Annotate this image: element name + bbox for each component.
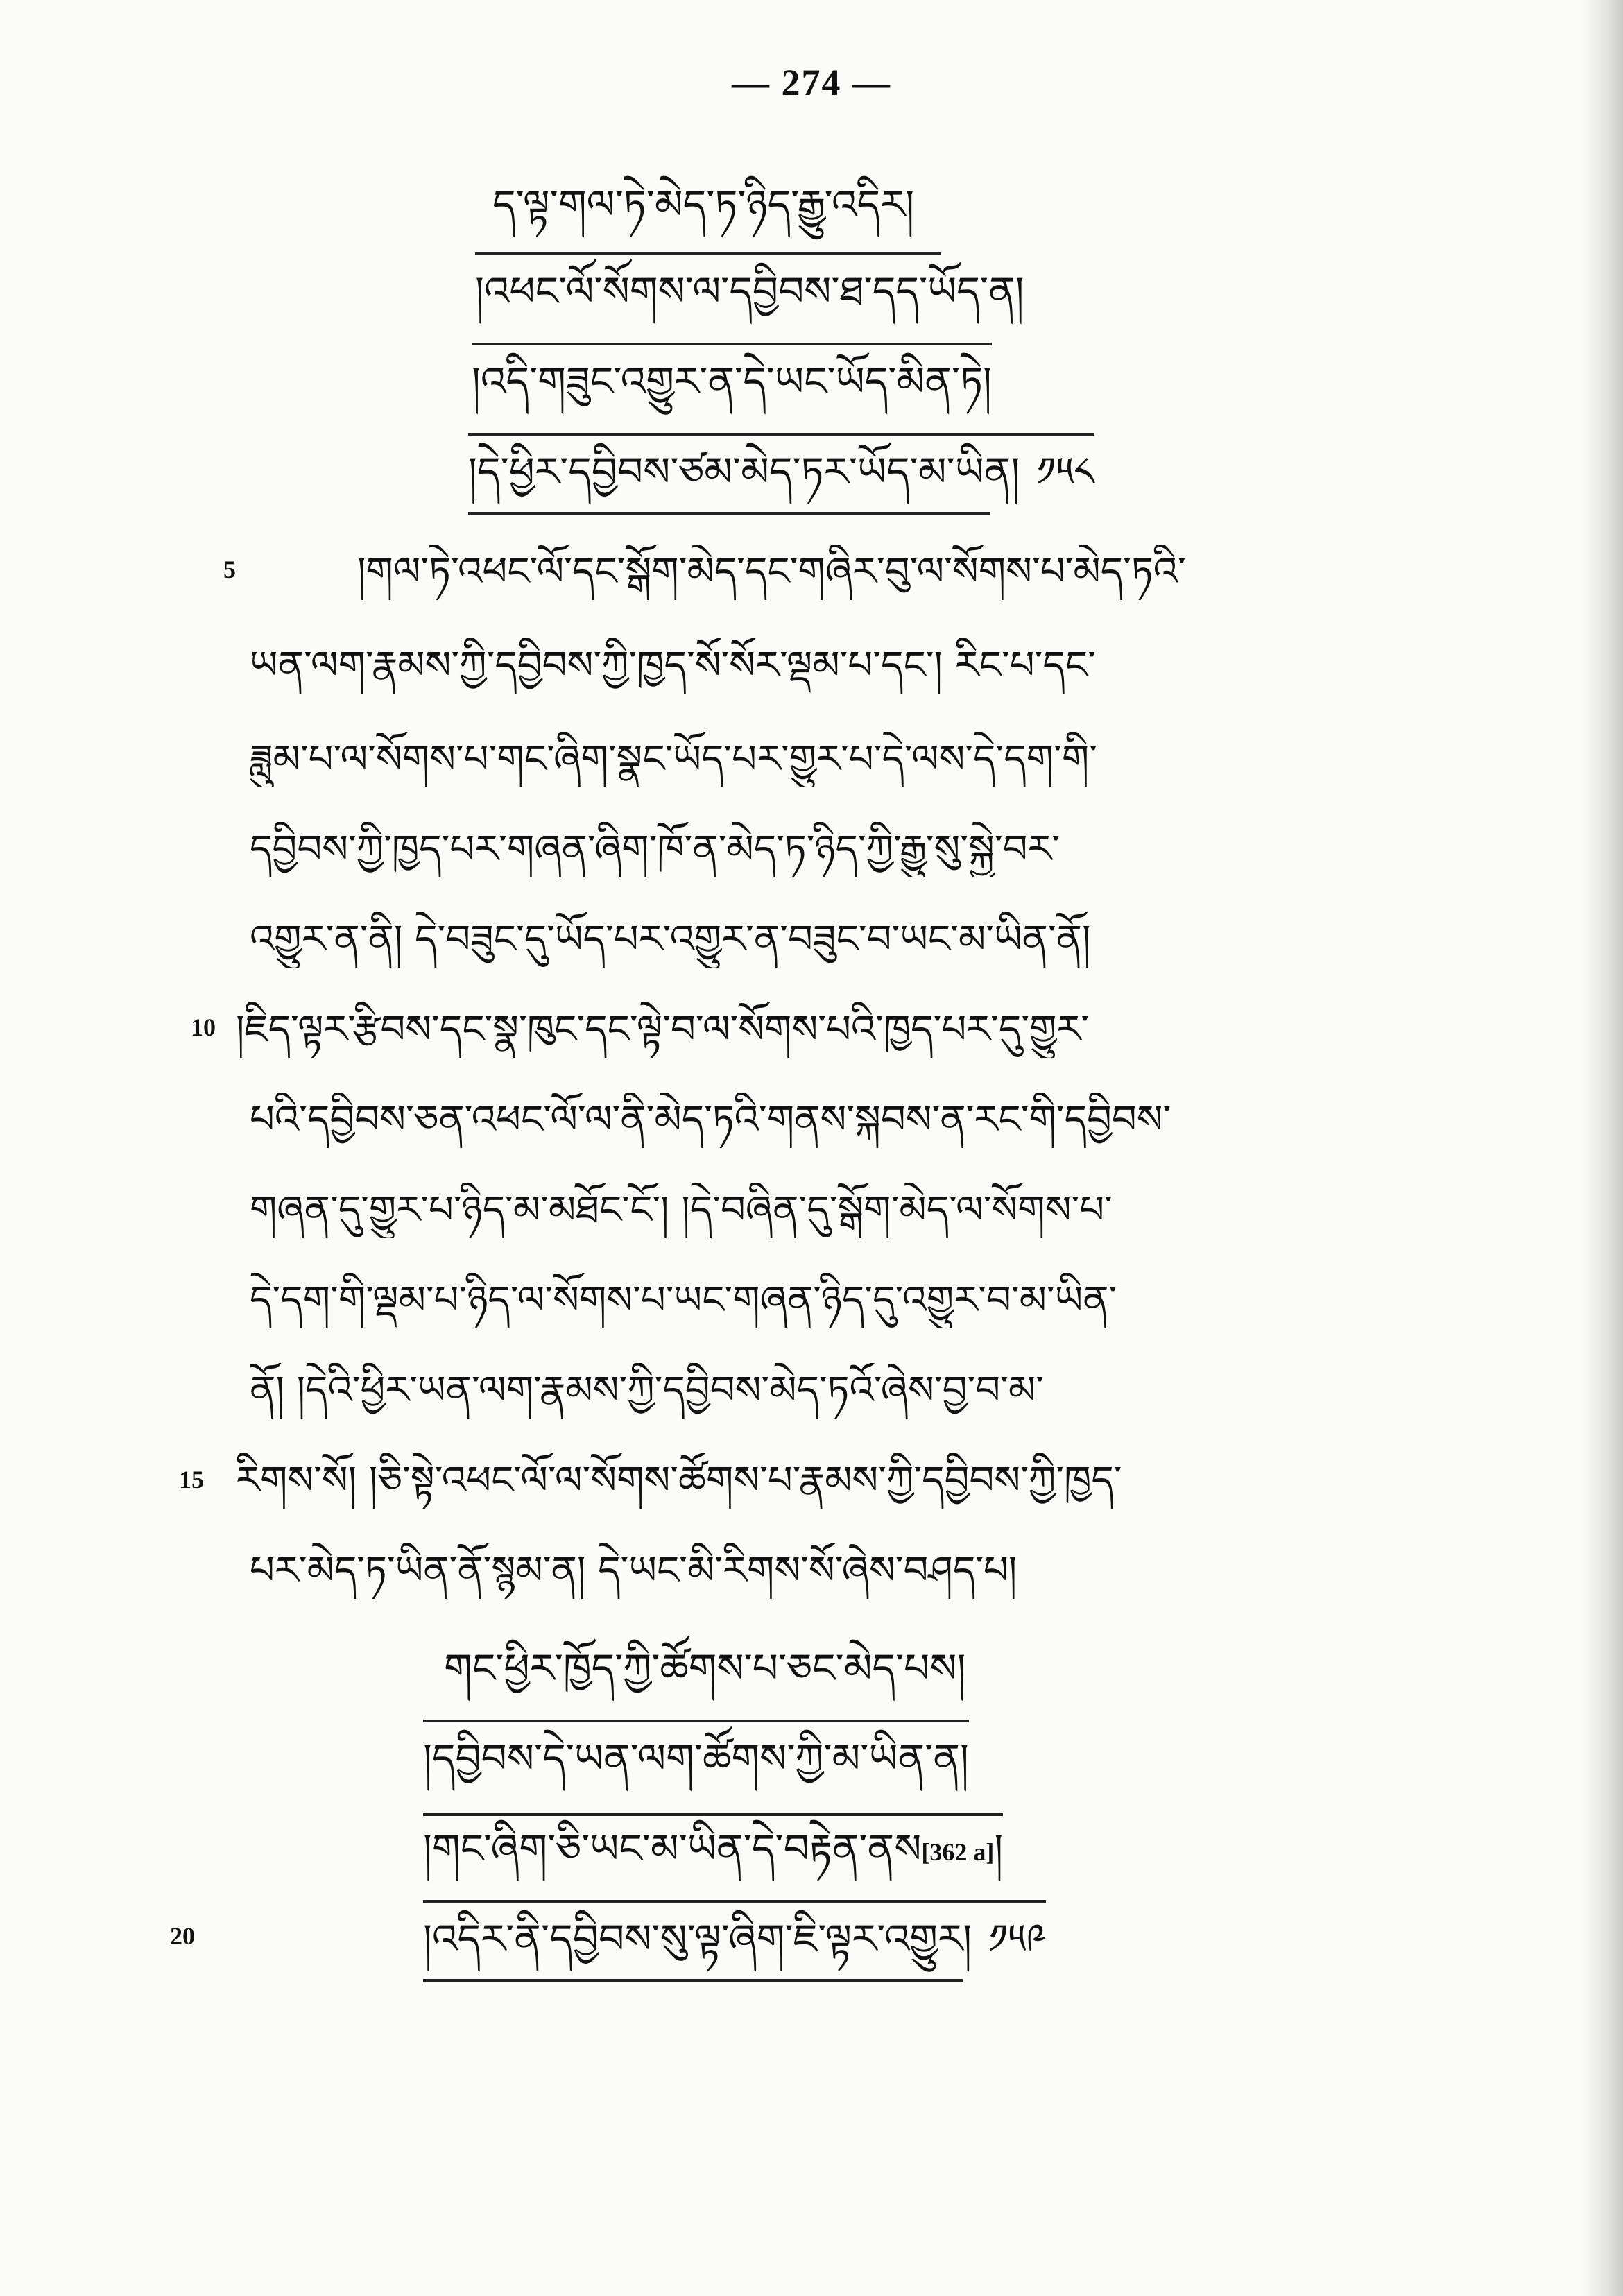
verse-line bbox=[475, 264, 1024, 319]
verse-line bbox=[423, 1911, 1046, 1967]
verse-line bbox=[472, 354, 992, 409]
prose-line: །ཇིད་ལྟར་རྩིབས་དང་སྣ་ཁུང་དང་ལྟེ་བ་ལ་སོགས་པའི་ཁྱད་པར་དུ་གྱུར་ bbox=[236, 1007, 1090, 1052]
prose-line: རིགས་སོ། །ཅི་སྟེ་འཕང་ལོ་ལ་སོགས་ཚོགས་པ་རྣམས་ཀྱི་དབྱིབས་ཀྱི་ཁྱད་ bbox=[236, 1458, 1122, 1503]
verse-rule bbox=[423, 1979, 963, 1982]
line-number: 15 bbox=[179, 1466, 204, 1493]
verse-number: ༡༥༩ bbox=[988, 1915, 1047, 1962]
verse-text: །དབྱིབས་དེ་ཡན་ལག་ཚོགས་ཀྱི་མ་ཡིན་ན། bbox=[423, 1735, 969, 1782]
verse-line bbox=[468, 444, 1094, 499]
verse-text: །འདིར་ནི་དབྱིབས་སུ་ལྟ་ཞིག་ཇི་ལྟར་འགྱུར། bbox=[423, 1915, 972, 1962]
verse-line bbox=[492, 177, 914, 232]
folio-marker: [362 a] bbox=[921, 1837, 995, 1866]
prose-line: དབྱིབས་ཀྱི་ཁྱད་པར་གཞན་ཞིག་ཁོ་ན་མེད་ཏ་ཉིད་ཀྱི་རྒྱུ་སུ་སྐྱེ་བར་ bbox=[250, 827, 1060, 872]
prose-line: འགྱུར་ན་ནི། དེ་བཟུང་དུ་ཡོད་པར་འགྱུར་ན་བཟུང་བ་ཡང་མ་ཡིན་ནོ། bbox=[250, 917, 1091, 962]
prose-line: ཡན་ལག་རྣམས་ཀྱི་དབྱིབས་ཀྱི་ཁྱད་སོ་སོར་ལྡམ་པ་དང་། རིང་པ་དང་ bbox=[250, 643, 1096, 688]
line-number: 10 bbox=[191, 1013, 216, 1041]
verse-rule bbox=[468, 512, 990, 515]
verse-number: ༡༥༨ bbox=[1036, 448, 1094, 495]
line-number: 20 bbox=[170, 1922, 195, 1950]
verse-text: །འཕང་ལོ་སོགས་ལ་དབྱིབས་ཐ་དད་ཡོད་ན། bbox=[475, 268, 1024, 315]
prose-line: པའི་དབྱིབས་ཅན་འཕང་ལོ་ལ་ནི་མེད་ཏའི་གནས་སྐབས་ན་རང་གི་དབྱིབས་ bbox=[250, 1097, 1171, 1142]
verse-text: ། bbox=[994, 1825, 1004, 1872]
prose-line: ཟླུམ་པ་ལ་སོགས་པ་གང་ཞིག་སྣང་ཡོད་པར་གྱུར་པ་དེ་ལས་དེ་དག་གི་ bbox=[250, 737, 1098, 782]
verse-rule bbox=[423, 1720, 969, 1722]
prose-line: །གལ་ཏེ་འཕང་ལོ་དང་སྒོག་མེད་དང་གཞིར་བུ་ལ་སོགས་པ་མེད་ཏའི་ bbox=[357, 549, 1186, 594]
prose-line: དེ་དག་གི་ལྡམ་པ་ཉིད་ལ་སོགས་པ་ཡང་གཞན་ཉིད་དུ་འགྱུར་བ་མ་ཡིན་ bbox=[250, 1278, 1117, 1323]
page-edge-shadow bbox=[1581, 0, 1623, 2296]
prose-line: པར་མེད་ཏ་ཡིན་ནོ་སྙམ་ན། དེ་ཡང་མི་རིགས་སོ་ཞེས་བཤད་པ། bbox=[250, 1548, 1017, 1593]
verse-text: གང་ཕྱིར་ཁྱོད་ཀྱི་ཚོགས་པ་ཅང་མེད་པས། bbox=[444, 1645, 966, 1692]
verse-rule bbox=[423, 1900, 1046, 1903]
verse-rule bbox=[475, 252, 941, 255]
line-number: 5 bbox=[223, 556, 236, 583]
prose-line: ནོ། །དེའི་ཕྱིར་ཡན་ལག་རྣམས་ཀྱི་དབྱིབས་མེད་ཏའོ་ཞེས་བྱ་བ་མ་ bbox=[250, 1368, 1044, 1413]
verse-text: ད་ལྟ་གལ་ཏེ་མེད་ཏ་ཉིད་རྒྱུ་འདིར། bbox=[492, 181, 915, 228]
verse-line bbox=[423, 1731, 969, 1786]
verse-line bbox=[423, 1821, 1003, 1880]
verse-line bbox=[444, 1640, 965, 1696]
verse-rule bbox=[472, 343, 992, 345]
verse-text: །འདི་གཟུང་འགྱུར་ན་དེ་ཡང་ཡོད་མིན་ཏེ། bbox=[472, 358, 992, 405]
verse-rule bbox=[468, 433, 1094, 436]
prose-line: གཞན་དུ་གྱུར་པ་ཉིད་མ་མཐོང་ངོ་། །དེ་བཞིན་དུ་སྒོག་མེད་ལ་སོགས་པ་ bbox=[250, 1188, 1113, 1233]
page-number: — 274 — bbox=[732, 62, 891, 103]
verse-rule bbox=[423, 1813, 1003, 1816]
verse-text: །གང་ཞིག་ཅི་ཡང་མ་ཡིན་དེ་བརྟེན་ནས bbox=[423, 1825, 922, 1872]
verse-text: །དེ་ཕྱིར་དབྱིབས་ཙམ་མེད་ཏར་ཡོད་མ་ཡིན། bbox=[468, 448, 1020, 495]
